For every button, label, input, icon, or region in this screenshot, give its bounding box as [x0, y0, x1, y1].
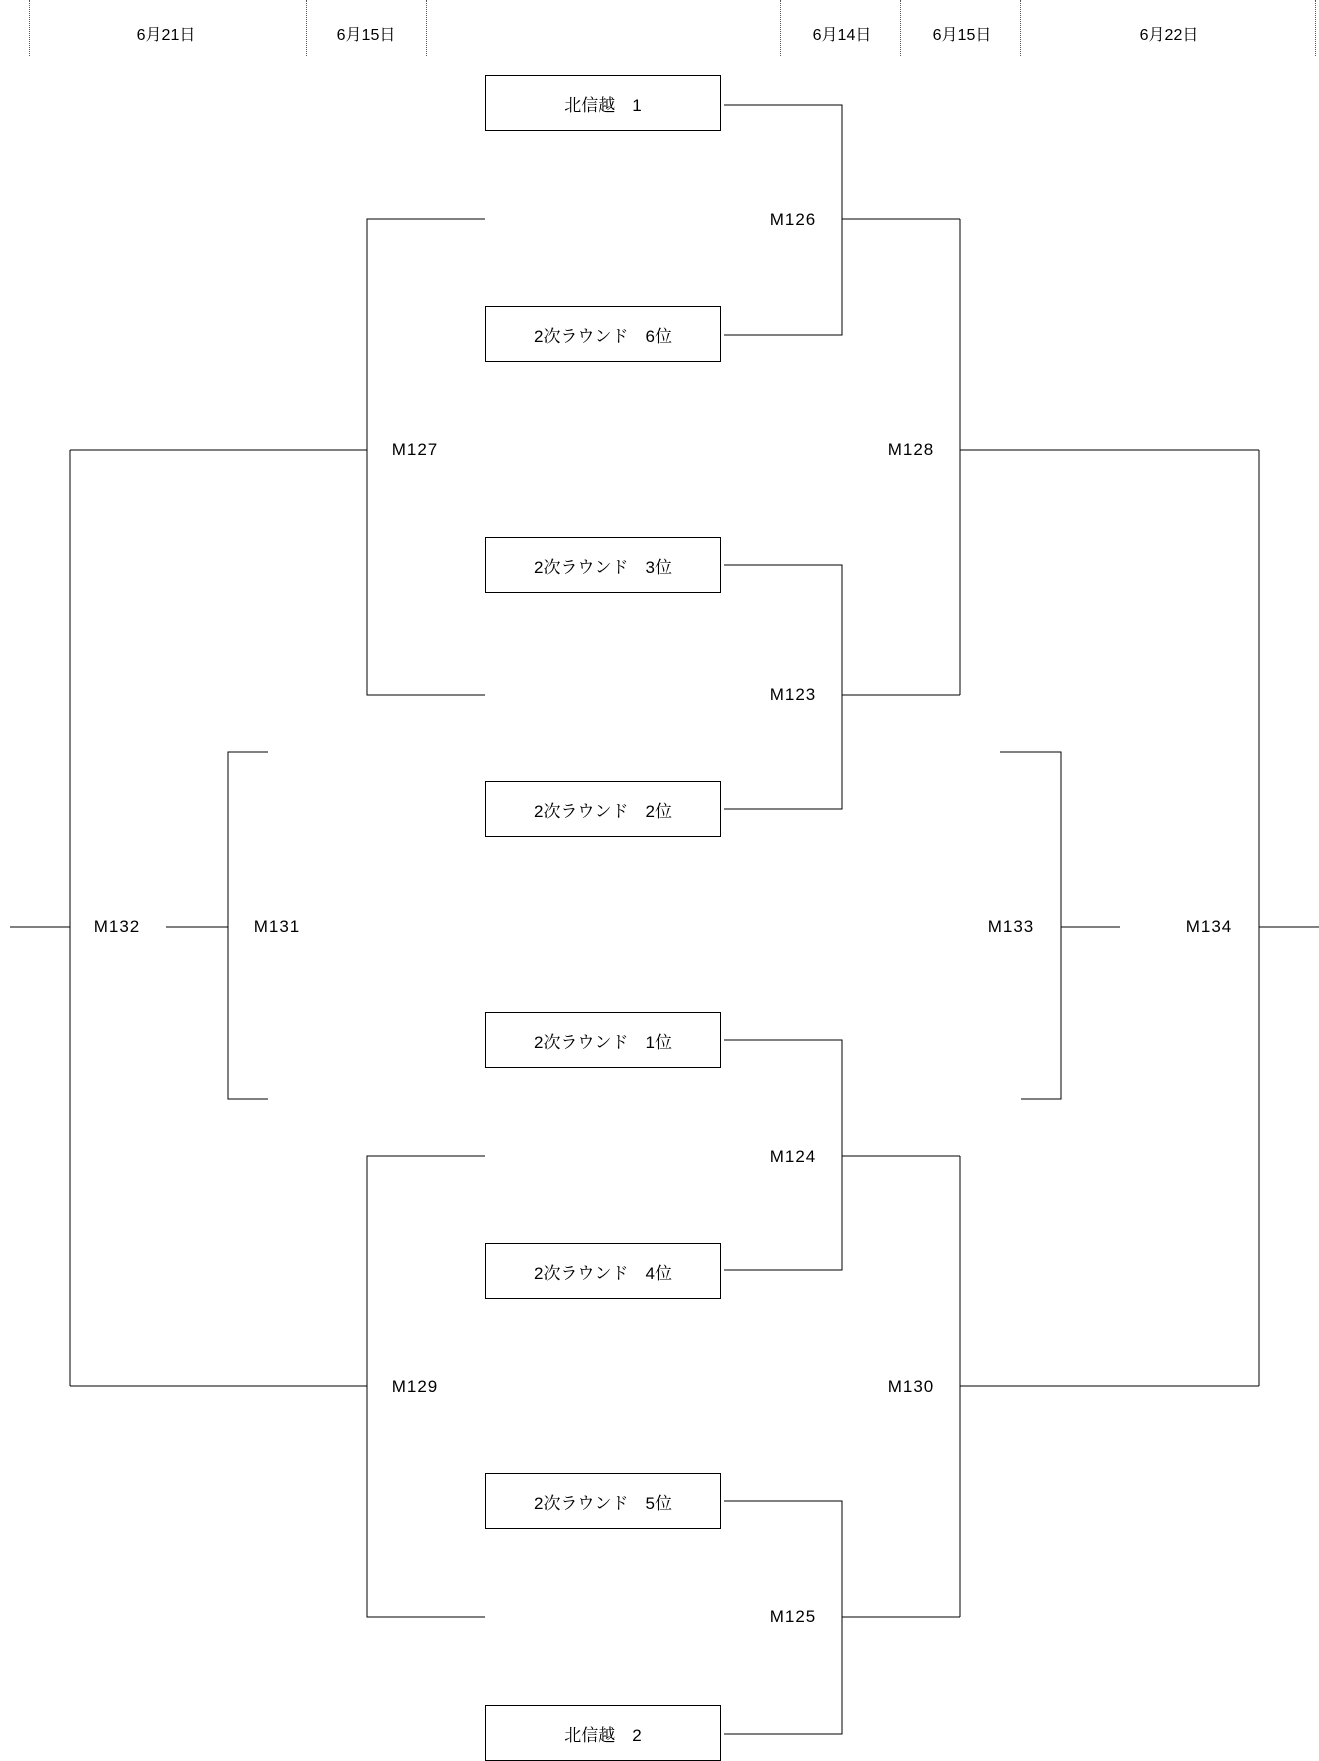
date-label-round-left-semi: 6月15日 — [336, 27, 396, 44]
team-box-second-round-4th: 2次ラウンド 4位 — [485, 1243, 721, 1299]
match-label-m132: M132 — [93, 917, 141, 936]
match-label-m130: M130 — [887, 1377, 935, 1396]
match-label-m128: M128 — [887, 440, 935, 459]
date-label-round-right-final: 6月22日 — [1139, 27, 1199, 44]
team-box-hokushinetsu-2: 北信越 2 — [485, 1705, 721, 1761]
team-box-second-round-5th: 2次ラウンド 5位 — [485, 1473, 721, 1529]
team-box-second-round-1st: 2次ラウンド 1位 — [485, 1012, 721, 1068]
team-box-second-round-2nd: 2次ラウンド 2位 — [485, 781, 721, 837]
date-label-round-right-semi: 6月15日 — [932, 27, 992, 44]
team-box-second-round-6th: 2次ラウンド 6位 — [485, 306, 721, 362]
match-label-m123: M123 — [769, 685, 817, 704]
match-label-m127: M127 — [391, 440, 439, 459]
match-label-m134: M134 — [1185, 917, 1233, 936]
match-label-m129: M129 — [391, 1377, 439, 1396]
match-label-m133: M133 — [987, 917, 1035, 936]
team-box-second-round-3rd: 2次ラウンド 3位 — [485, 537, 721, 593]
team-box-hokushinetsu-1: 北信越 1 — [485, 75, 721, 131]
match-label-m125: M125 — [769, 1607, 817, 1626]
match-label-m131: M131 — [253, 917, 301, 936]
date-label-round-first: 6月14日 — [812, 27, 872, 44]
match-label-m126: M126 — [769, 210, 817, 229]
match-label-m124: M124 — [769, 1147, 817, 1166]
date-label-round-left-final: 6月21日 — [136, 27, 196, 44]
